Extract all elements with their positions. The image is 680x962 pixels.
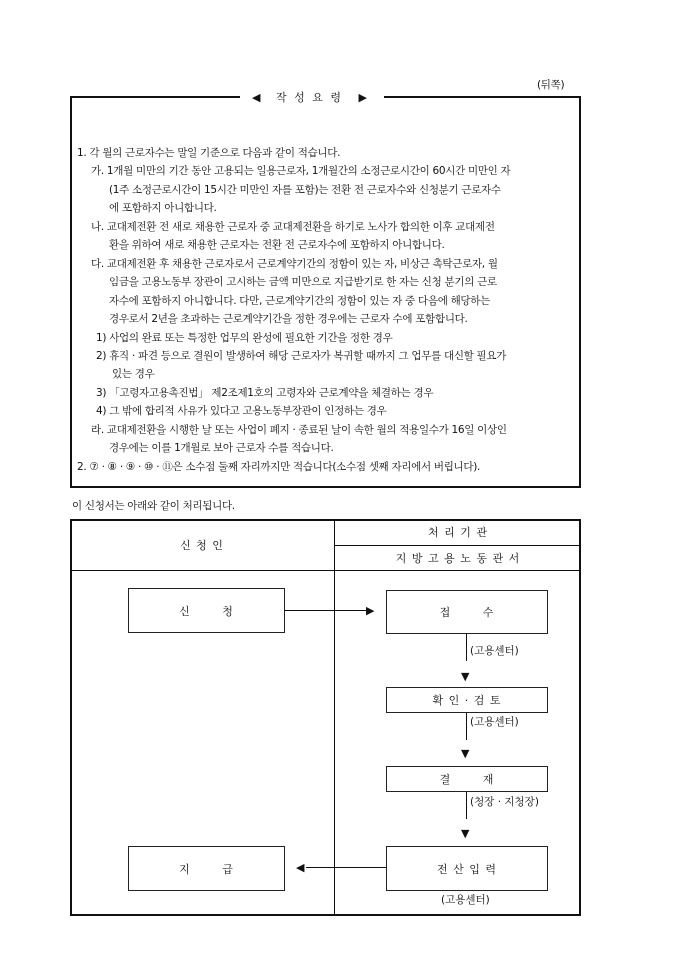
header-bottom-rule: [70, 570, 581, 571]
approve-label: 결 재: [439, 773, 495, 786]
input-box: [386, 846, 548, 891]
connector: [466, 791, 467, 819]
arrow-right-icon: ▶: [366, 604, 375, 617]
apply-to-receive-connector: [284, 610, 366, 611]
guide-line: 가. 1개월 미만의 기간 동안 고용되는 일용근로자, 1개월간의 소정근로시간이 60시간 미만인 자: [91, 165, 511, 177]
input-to-pay-connector: [306, 867, 386, 868]
arrow-down-icon: ▼: [461, 747, 470, 760]
page-label: (뒤쪽): [537, 79, 565, 91]
guide-line: 나. 교대제전환 전 새로 채용한 근로자 중 교대제전환을 하기로 노사가 합의한 이후 교대제전: [91, 221, 495, 233]
guide-title-text: 작 성 요 령: [275, 91, 343, 104]
arrow-down-icon: ▼: [461, 670, 470, 683]
guide-line: 환을 위하여 새로 채용한 근로자는 전환 전 근로자수에 포함하지 아니합니다.: [109, 239, 445, 251]
guide-line: 1. 각 월의 근로자수는 말일 기준으로 다음과 같이 적습니다.: [77, 147, 341, 159]
guide-line: 경우로서 2년을 초과하는 근로계약기간을 정한 경우에는 근로자 수에 포함합니다.: [109, 313, 468, 325]
guide-line: 라. 교대제전환을 시행한 날 또는 사업이 폐지 · 종료된 날이 속한 월의 적용일수가 16일 이상인: [91, 424, 507, 436]
input-note: (고용센터): [441, 894, 490, 906]
guide-top-rule-left: [70, 96, 240, 98]
receive-label: 접 수: [439, 606, 495, 619]
apply-label: 신 청: [179, 604, 234, 618]
right-triangle-icon: ▶: [358, 91, 367, 104]
left-triangle-icon: ◀: [252, 91, 261, 104]
agency-header: 처 리 기 관: [428, 526, 488, 539]
guide-line: (1주 소정근로시간이 15시간 미만인 자를 포함)는 전환 전 근로자수와 신청분기 근로자수: [109, 184, 501, 196]
connector: [466, 633, 467, 661]
guide-title: [252, 89, 367, 105]
receive-note: (고용센터): [470, 645, 519, 657]
process-intro: 이 신청서는 아래와 같이 처리됩니다.: [72, 500, 235, 512]
guide-line: 에 포함하지 아니합니다.: [109, 202, 217, 214]
guide-line: 자수에 포함하지 아니합니다. 다만, 근로계약기간의 정함이 있는 자 중 다음에 해당하는: [109, 295, 490, 307]
guide-top-rule-right: [384, 96, 581, 98]
guide-line: 3) 「고령자고용촉진법」 제2조제1호의 고령자와 근로계약을 체결하는 경우: [96, 387, 434, 399]
guide-line: 있는 경우: [112, 368, 155, 380]
guide-line: 경우에는 이를 1개월로 보아 근로자 수를 적습니다.: [109, 442, 334, 454]
pay-box: [128, 846, 285, 891]
guide-line: 2. ⑦ · ⑧ · ⑨ · ⑩ · ⑪은 소수점 둘째 자리까지만 적습니다(소수점 셋째 자리에서 버립니다).: [77, 461, 481, 473]
review-box: [386, 687, 548, 713]
receive-box: [386, 590, 548, 634]
connector: [466, 712, 467, 740]
guide-line: 2) 휴직 · 파견 등으로 결원이 발생하여 해당 근로자가 복귀할 때까지 그 업무를 대신할 필요가: [96, 350, 507, 362]
arrow-left-icon: ◀: [296, 861, 305, 874]
input-label: 전 산 입 력: [437, 862, 497, 876]
guide-line: 1) 사업의 완료 또는 특정한 업무의 완성에 필요한 기간을 정한 경우: [96, 332, 393, 344]
guide-line: 4) 그 밖에 합리적 사유가 있다고 고용노동부장관이 인정하는 경우: [96, 405, 387, 417]
agency-subheader: 지 방 고 용 노 동 관 서: [395, 551, 521, 565]
column-divider: [334, 519, 335, 916]
applicant-header: 신 청 인: [180, 538, 224, 552]
review-note: (고용센터): [470, 716, 519, 728]
review-label: 확 인 · 검 토: [432, 694, 502, 707]
guide-line: 임금을 고용노동부 장관이 고시하는 금액 미만으로 지급받기로 한 자는 신청 분기의 근로: [109, 276, 497, 288]
approve-note: (청장 · 지청장): [470, 796, 539, 808]
apply-box: [128, 588, 285, 633]
pay-label: 지 급: [179, 862, 234, 876]
guide-line: 다. 교대제전환 후 채용한 근로자로서 근로계약기간의 정함이 있는 자, 비상근 촉탁근로자, 월: [91, 258, 498, 270]
approve-box: [386, 766, 548, 792]
arrow-down-icon: ▼: [461, 827, 470, 840]
